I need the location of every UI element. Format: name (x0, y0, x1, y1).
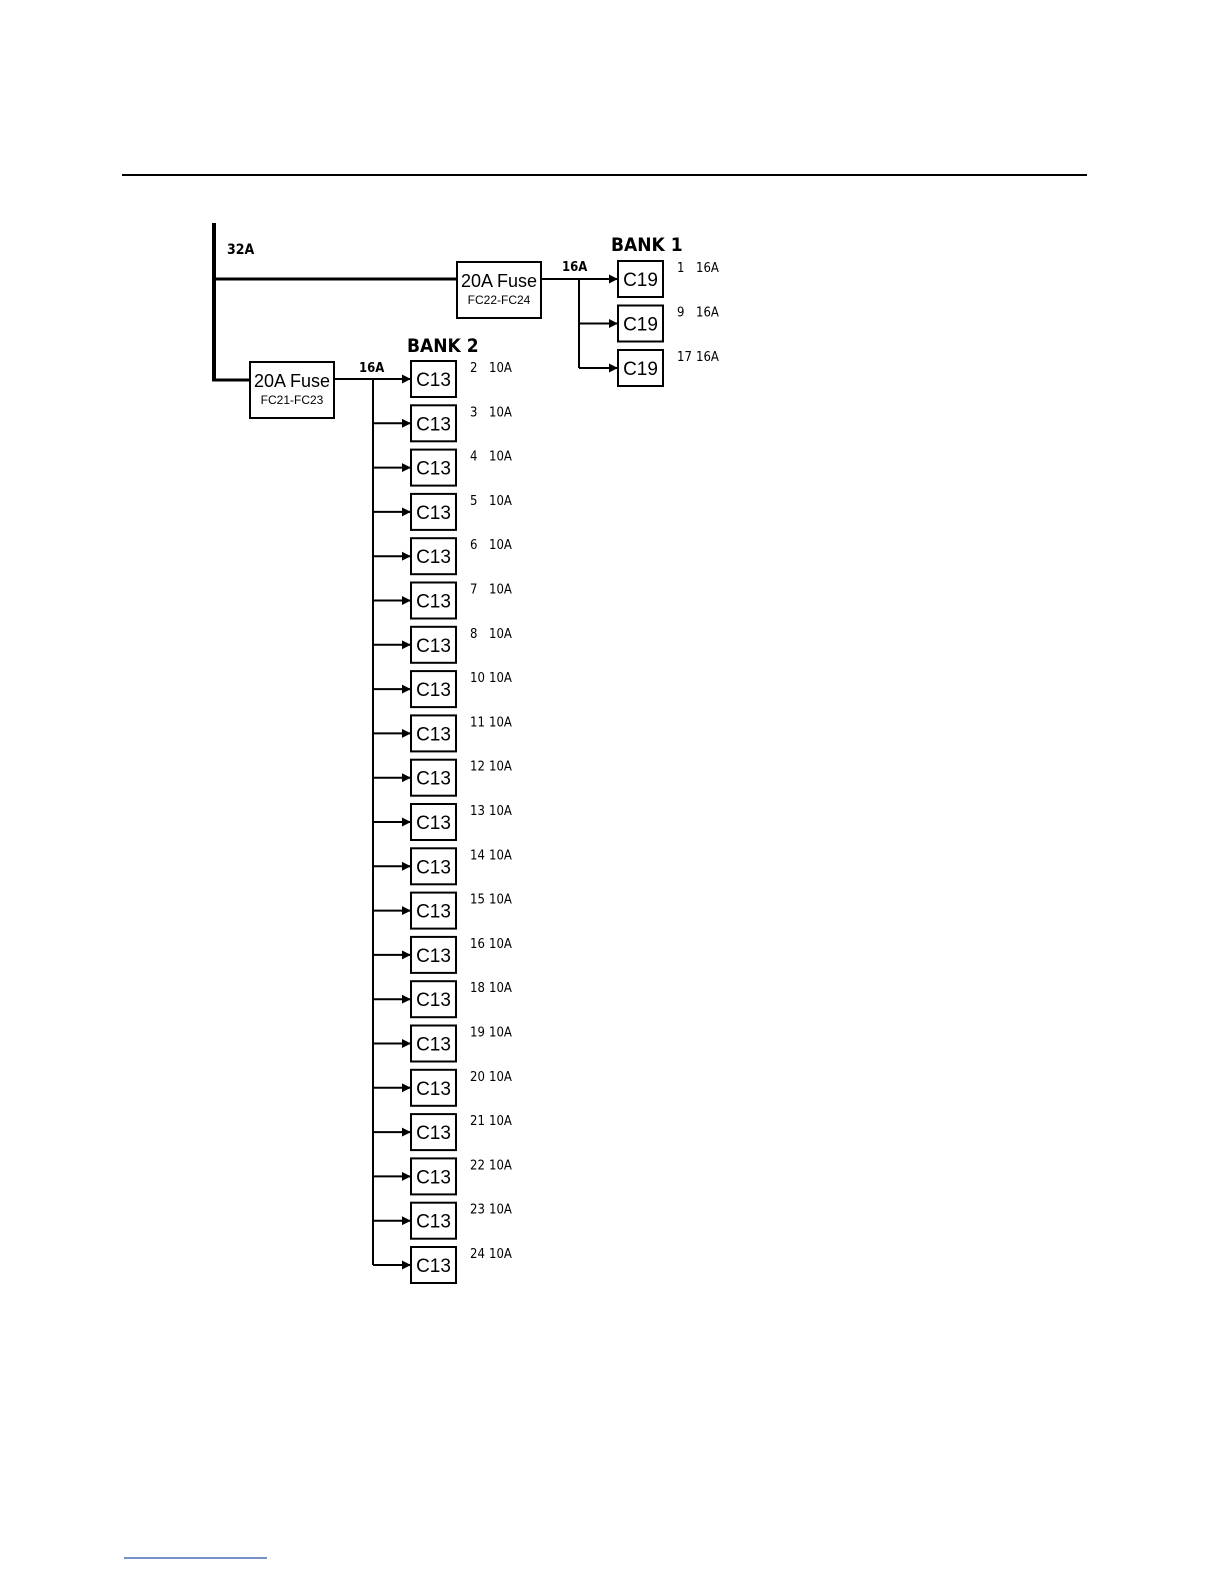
outlet-type: C13 (416, 547, 451, 569)
outlet-rating: 16A (696, 261, 719, 276)
outlet-bank2 (373, 583, 512, 619)
outlet-number: 3 (470, 405, 478, 421)
outlet-type: C13 (416, 990, 451, 1012)
outlet-rating: 10A (489, 1202, 512, 1218)
outlet-type: C13 (416, 414, 451, 436)
outlet-bank2 (373, 981, 512, 1017)
bank1-feed-rating: 16A (562, 260, 588, 275)
outlet-type: C19 (623, 270, 658, 291)
outlet-rating: 10A (489, 804, 512, 819)
outlet-bank2 (373, 1247, 512, 1283)
outlet-type: C19 (623, 314, 658, 336)
outlet-bank2 (373, 760, 512, 796)
outlet-bank2 (373, 893, 512, 929)
outlet-bank2 (373, 627, 512, 663)
outlet-rating: 10A (489, 405, 512, 421)
bank2-fuse (250, 362, 334, 418)
bank1-fuse-label: 20A Fuse (460, 271, 538, 291)
outlet-bank1 (579, 306, 719, 342)
outlet-type: C13 (416, 724, 451, 746)
outlet-bank2 (373, 715, 512, 751)
outlet-bank2 (373, 671, 512, 707)
outlet-number: 22 (470, 1158, 485, 1174)
outlet-type: C13 (416, 370, 451, 391)
bank1-title: BANK 1 (611, 234, 683, 256)
outlet-rating: 10A (489, 493, 512, 509)
outlet-type: C13 (416, 1123, 451, 1145)
outlet-rating: 10A (489, 981, 512, 997)
outlet-rating: 10A (489, 715, 512, 731)
outlet-bank2 (373, 1114, 512, 1150)
outlet-number: 9 (677, 305, 685, 321)
outlet-rating: 10A (489, 361, 512, 376)
outlet-type: C13 (416, 901, 451, 923)
outlet-type: C13 (416, 458, 451, 480)
outlet-type: C13 (416, 813, 451, 834)
outlet-type: C13 (416, 635, 451, 657)
outlet-bank2 (373, 1158, 512, 1194)
outlet-bank2 (373, 1070, 512, 1106)
outlet-number: 21 (470, 1114, 485, 1130)
outlet-bank2 (373, 538, 512, 574)
outlet-bank2 (373, 1203, 512, 1239)
outlet-bank2 (373, 804, 512, 840)
outlet-rating: 10A (489, 936, 512, 952)
outlet-rating: 10A (489, 892, 512, 908)
outlet-bank2 (373, 848, 512, 884)
outlet-bank1 (579, 261, 719, 297)
outlet-type: C13 (416, 945, 451, 967)
outlet-number: 11 (470, 715, 485, 731)
outlet-rating: 10A (489, 538, 512, 554)
outlet-rating: 10A (489, 848, 512, 864)
outlet-type: C13 (416, 857, 451, 879)
outlet-number: 18 (470, 981, 485, 997)
outlet-type: C13 (416, 680, 451, 702)
outlet-number: 5 (470, 493, 478, 509)
outlet-bank2 (373, 405, 512, 441)
outlet-rating: 16A (696, 350, 719, 365)
outlet-rating: 10A (489, 1114, 512, 1130)
outlet-rating: 16A (696, 305, 719, 321)
outlet-rating: 10A (489, 449, 512, 465)
outlet-rating: 10A (489, 1247, 512, 1262)
outlet-rating: 10A (489, 1025, 512, 1041)
bank1-fuse (457, 262, 541, 318)
outlet-type: C13 (416, 1078, 451, 1100)
outlet-number: 19 (470, 1025, 485, 1041)
outlet-bank1 (579, 350, 719, 386)
outlet-type: C13 (416, 1256, 451, 1277)
bank2-title: BANK 2 (407, 335, 479, 357)
outlet-number: 17 (677, 350, 692, 365)
outlet-type: C13 (416, 1211, 451, 1233)
outlet-type: C13 (416, 591, 451, 613)
outlet-number: 16 (470, 936, 485, 952)
outlet-rating: 10A (489, 626, 512, 642)
outlet-type: C13 (416, 502, 451, 524)
outlet-number: 10 (470, 671, 485, 687)
outlet-rating: 10A (489, 671, 512, 687)
outlet-number: 13 (470, 804, 485, 819)
outlet-rating: 10A (489, 582, 512, 598)
outlet-number: 8 (470, 626, 478, 642)
bank2-feed-rating: 16A (359, 361, 385, 376)
outlet-type: C19 (623, 359, 658, 380)
main-feed-rating: 32A (227, 242, 255, 258)
bank2-branch (373, 361, 512, 1283)
bank1-branch (579, 261, 719, 386)
outlet-number: 23 (470, 1202, 485, 1218)
outlet-number: 12 (470, 759, 485, 775)
outlet-number: 2 (470, 361, 478, 376)
outlet-number: 15 (470, 892, 485, 908)
bank1-fuse-ref: FC22-FC24 (467, 293, 531, 307)
outlet-rating: 10A (489, 1158, 512, 1174)
bank2-fuse-ref: FC21-FC23 (260, 393, 324, 407)
outlet-type: C13 (416, 1034, 451, 1056)
outlet-number: 24 (470, 1247, 485, 1262)
outlet-bank2 (373, 494, 512, 530)
outlet-number: 7 (470, 582, 478, 598)
outlet-number: 20 (470, 1069, 485, 1085)
outlet-number: 6 (470, 538, 478, 554)
outlet-bank2 (373, 937, 512, 973)
outlet-number: 1 (677, 261, 685, 276)
outlet-rating: 10A (489, 759, 512, 775)
bank2-fuse-label: 20A Fuse (253, 371, 331, 391)
outlet-number: 14 (470, 848, 485, 864)
outlet-rating: 10A (489, 1069, 512, 1085)
outlet-bank2 (373, 361, 512, 397)
outlet-type: C13 (416, 768, 451, 790)
outlet-type: C13 (416, 1167, 451, 1189)
outlet-bank2 (373, 450, 512, 486)
outlet-number: 4 (470, 449, 478, 465)
outlet-bank2 (373, 1026, 512, 1062)
